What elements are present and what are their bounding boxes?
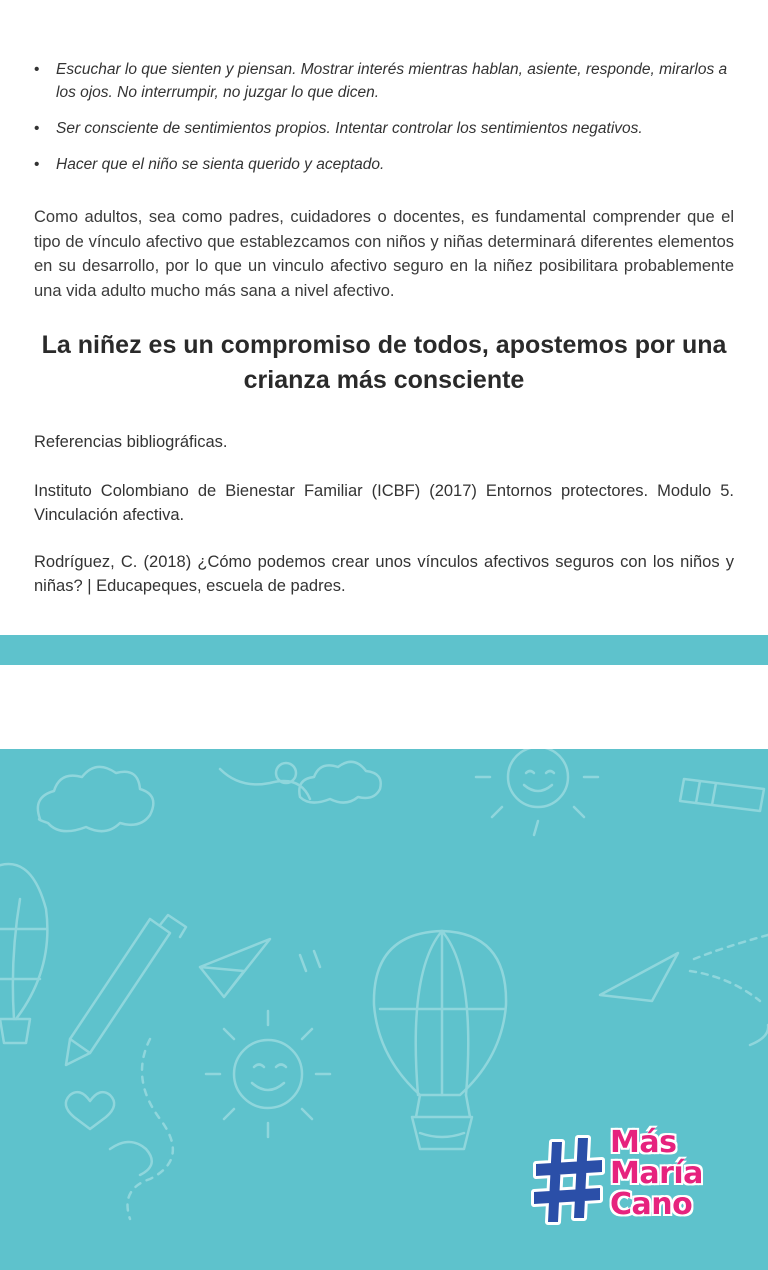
heart-icon: [66, 1092, 114, 1129]
reference-item: Instituto Colombiano de Bienestar Familiar (ICBF) (2017) Entornos protectores. Modulo 5. Vinculación afectiva.: [34, 482, 734, 524]
logo-wordmark: [610, 1125, 703, 1222]
mas-maria-cano-logo: [530, 1125, 740, 1238]
hashtag-icon: [530, 1128, 610, 1238]
body-paragraph: Como adultos, sea como padres, cuidadores o docentes, es fundamental comprender que el tipo de vínculo afectivo que establezcamos con niños y niñas determinará diferentes elementos en su desarrollo, por lo que un vinculo afectivo seguro en la niñez posibilitara probablemente una vida adulto mucho más sana a nivel afectivo.: [34, 208, 734, 300]
sun-icon: [234, 1040, 302, 1108]
bullet-text: Ser consciente de sentimientos propios. Intentar controlar los sentimientos negativos.: [56, 120, 643, 137]
references-title: Referencias bibliográficas.: [34, 433, 228, 451]
teal-divider-stripe: [0, 635, 768, 665]
bullet-text: Escuchar lo que sienten y piensan. Mostrar interés mientras hablan, asiente, responde, mirarlos a los ojos. No interrumpir, no juzgar lo que dicen.: [56, 61, 728, 101]
bullet-item: [34, 117, 734, 140]
bullet-dot: •: [34, 61, 40, 78]
hot-air-balloon-icon: [374, 931, 506, 1095]
bullet-text: Hacer que el niño se sienta querido y aceptado.: [56, 156, 385, 173]
pencil-icon: [66, 915, 186, 1065]
paper-plane-icon: [600, 953, 678, 1001]
paper-plane-icon: [200, 939, 270, 997]
hot-air-balloon-icon: [0, 864, 47, 1019]
bullet-dot: •: [34, 120, 40, 137]
bullet-dot: •: [34, 156, 40, 173]
reference-item: Rodríguez, C. (2018) ¿Cómo podemos crear unos vínculos afectivos seguros con los niños y niñas? | Educapeques, escuela de padres.: [34, 553, 734, 595]
logo-line: Cano: [610, 1187, 693, 1222]
bullet-list: [34, 58, 734, 189]
logo-line: Más: [610, 1125, 677, 1160]
cloud-icon: [38, 767, 153, 831]
section-heading: La niñez es un compromiso de todos, apostemos por una crianza más consciente: [41, 331, 727, 394]
telescope-icon: [680, 779, 764, 811]
cloud-icon: [299, 762, 380, 803]
sun-icon: [508, 749, 568, 807]
bullet-item: [34, 58, 734, 104]
logo-line: María: [610, 1156, 703, 1191]
bullet-item: [34, 153, 734, 176]
